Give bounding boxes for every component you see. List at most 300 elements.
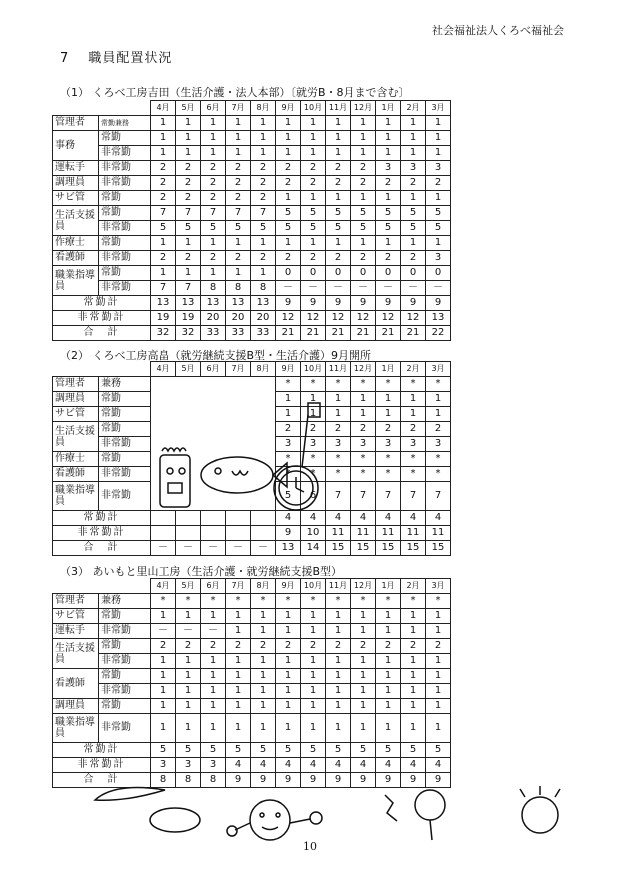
staff-count: 2: [301, 422, 326, 437]
staff-count: 1: [376, 699, 401, 714]
total-count: 9: [326, 296, 351, 311]
staff-count: 2: [151, 161, 176, 176]
row-category: 調理員: [53, 392, 99, 407]
total-label: 常勤計: [53, 296, 151, 311]
staff-count: －: [151, 624, 176, 639]
staff-count: 8: [226, 281, 251, 296]
staff-count: 2: [226, 639, 251, 654]
month-header: 8月: [251, 101, 276, 116]
total-label: 合 計: [53, 773, 151, 788]
employment-type: 非常勤: [99, 146, 151, 161]
row-category: 生活支援員: [53, 206, 99, 236]
employment-type: 非常勤: [99, 221, 151, 236]
total-count: 9: [276, 296, 301, 311]
staff-count: 1: [276, 407, 301, 422]
total-count: 15: [376, 541, 401, 556]
employment-type: 常勤: [99, 266, 151, 281]
staff-count: 1: [351, 669, 376, 684]
table1-title: （1） くろべ工房吉田（生活介護・法人本部）〔就労B・8月まで含む〕: [60, 86, 410, 99]
staff-count: 1: [276, 699, 301, 714]
row-category: 看護師: [53, 467, 99, 482]
staff-count: 1: [251, 654, 276, 669]
staff-count: 1: [351, 131, 376, 146]
total-count: 5: [426, 743, 451, 758]
staff-count: 1: [351, 146, 376, 161]
employment-type: 兼務: [99, 594, 151, 609]
staff-count: 1: [276, 654, 301, 669]
staff-count: 0: [326, 266, 351, 281]
table-row: [53, 161, 451, 176]
total-count: 10: [301, 526, 326, 541]
staff-count: －: [376, 281, 401, 296]
staff-count: 2: [376, 251, 401, 266]
staff-count: 1: [226, 116, 251, 131]
total-count: 11: [351, 526, 376, 541]
total-count: 5: [326, 743, 351, 758]
total-row: [53, 311, 451, 326]
total-count: 15: [401, 541, 426, 556]
staff-count: 1: [401, 669, 426, 684]
staff-count: 2: [301, 176, 326, 191]
table-row: [53, 624, 451, 639]
total-count: －: [226, 541, 251, 556]
row-category: サビ管: [53, 407, 99, 422]
row-category: 作療士: [53, 452, 99, 467]
staff-count: 1: [426, 116, 451, 131]
staff-count: 1: [401, 714, 426, 743]
month-header: 12月: [351, 101, 376, 116]
staff-count: *: [401, 377, 426, 392]
total-count: 21: [376, 326, 401, 341]
staff-count: 1: [301, 624, 326, 639]
total-count: 9: [276, 773, 301, 788]
table-row: [53, 146, 451, 161]
staff-count: 1: [251, 669, 276, 684]
total-count: 12: [376, 311, 401, 326]
row-category: 看護師: [53, 251, 99, 266]
employment-type: 常勤: [99, 452, 151, 467]
staff-count: －: [401, 281, 426, 296]
staff-count: 1: [376, 191, 401, 206]
staff-count: 1: [276, 624, 301, 639]
total-row: [53, 296, 451, 311]
total-count: 11: [376, 526, 401, 541]
staff-count: 1: [426, 392, 451, 407]
row-category: 管理者: [53, 377, 99, 392]
total-count: 4: [226, 758, 251, 773]
total-count: 20: [226, 311, 251, 326]
staff-count: 1: [401, 191, 426, 206]
staff-count: 1: [251, 131, 276, 146]
month-header: 6月: [201, 101, 226, 116]
table-row: [53, 609, 451, 624]
staff-count: 5: [376, 206, 401, 221]
total-label: 常勤計: [53, 743, 151, 758]
total-count: 3: [151, 758, 176, 773]
total-label: 非常勤計: [53, 311, 151, 326]
staff-count: 1: [401, 684, 426, 699]
staff-count: *: [351, 377, 376, 392]
table-row: [53, 176, 451, 191]
total-count: 12: [301, 311, 326, 326]
table-row: [53, 116, 451, 131]
total-count: [226, 526, 251, 541]
employment-type: 非常勤: [99, 281, 151, 296]
staff-count: 1: [176, 116, 201, 131]
staff-count: 1: [326, 191, 351, 206]
table-row: [53, 206, 451, 221]
total-count: 15: [426, 541, 451, 556]
staff-count: 0: [401, 266, 426, 281]
staff-count: －: [176, 624, 201, 639]
staff-count: 1: [276, 714, 301, 743]
staff-count: 1: [426, 654, 451, 669]
staff-count: 2: [376, 639, 401, 654]
staff-count: *: [376, 594, 401, 609]
staff-count: 2: [351, 176, 376, 191]
staff-count: 0: [301, 266, 326, 281]
staff-count: 5: [326, 221, 351, 236]
header-corner: [53, 101, 151, 116]
staff-count: 7: [251, 206, 276, 221]
staff-count: 5: [351, 221, 376, 236]
staff-count: *: [426, 452, 451, 467]
table-row: [53, 251, 451, 266]
employment-type: 非常勤: [99, 624, 151, 639]
table-row: [53, 191, 451, 206]
staff-count: 1: [351, 624, 376, 639]
staff-count: 1: [251, 116, 276, 131]
staff-count: 1: [401, 116, 426, 131]
total-count: 9: [276, 526, 301, 541]
staff-count: 7: [176, 206, 201, 221]
staff-count: 1: [176, 146, 201, 161]
staff-count: 2: [401, 639, 426, 654]
staff-count: 1: [226, 714, 251, 743]
total-count: 5: [276, 743, 301, 758]
total-count: 21: [326, 326, 351, 341]
staff-count: *: [301, 467, 326, 482]
total-count: 4: [401, 511, 426, 526]
total-count: 15: [351, 541, 376, 556]
header-corner: [53, 362, 151, 377]
staff-count: 1: [426, 669, 451, 684]
staff-count: 5: [301, 221, 326, 236]
staff-count: 1: [201, 684, 226, 699]
total-count: [151, 511, 176, 526]
staff-count: 1: [326, 699, 351, 714]
row-category: 調理員: [53, 176, 99, 191]
staff-count: 1: [251, 609, 276, 624]
staff-count: *: [426, 467, 451, 482]
staff-count: 1: [201, 236, 226, 251]
staff-count: *: [376, 452, 401, 467]
month-header: 11月: [326, 362, 351, 377]
staff-count: 7: [401, 482, 426, 511]
table-row: [53, 699, 451, 714]
month-header: 7月: [226, 101, 251, 116]
staff-count: 1: [201, 116, 226, 131]
staff-count: 1: [301, 684, 326, 699]
staff-count: 1: [251, 624, 276, 639]
staff-count: 1: [226, 146, 251, 161]
staff-count: *: [276, 452, 301, 467]
staff-count: *: [301, 594, 326, 609]
staff-table-aimoto: [52, 578, 451, 788]
total-label: 非常勤計: [53, 758, 151, 773]
total-count: 9: [226, 773, 251, 788]
total-count: 5: [401, 743, 426, 758]
row-category: 管理者: [53, 594, 99, 609]
total-label: 常勤計: [53, 511, 151, 526]
staff-count: 1: [251, 699, 276, 714]
staff-count: *: [376, 377, 401, 392]
header-corner: [53, 579, 151, 594]
staff-count: 5: [401, 206, 426, 221]
total-count: 4: [351, 758, 376, 773]
total-count: 4: [276, 758, 301, 773]
total-count: 8: [201, 773, 226, 788]
month-header: 9月: [276, 579, 301, 594]
total-count: 12: [401, 311, 426, 326]
total-count: 4: [376, 758, 401, 773]
staff-count: 2: [401, 251, 426, 266]
total-count: 4: [326, 758, 351, 773]
month-header: 8月: [251, 362, 276, 377]
table-row: [53, 654, 451, 669]
staff-count: 5: [276, 482, 301, 511]
staff-count: 1: [276, 609, 301, 624]
month-header: 4月: [151, 101, 176, 116]
staff-count: 1: [326, 684, 351, 699]
staff-count: 1: [201, 654, 226, 669]
staff-count: 1: [326, 146, 351, 161]
month-header: 1月: [376, 101, 401, 116]
row-category: 職業指導員: [53, 266, 99, 296]
total-count: 22: [426, 326, 451, 341]
staff-count: 2: [351, 639, 376, 654]
staff-count: *: [251, 594, 276, 609]
staff-count: 1: [276, 131, 301, 146]
month-header: 11月: [326, 101, 351, 116]
total-count: 4: [326, 511, 351, 526]
total-count: 33: [226, 326, 251, 341]
staff-count: 1: [276, 116, 301, 131]
table-row: [53, 684, 451, 699]
table-row: [53, 639, 451, 654]
total-count: 9: [401, 296, 426, 311]
total-count: 5: [201, 743, 226, 758]
staff-count: 2: [176, 176, 201, 191]
total-count: 12: [351, 311, 376, 326]
staff-count: 2: [151, 251, 176, 266]
staff-count: *: [326, 452, 351, 467]
staff-count: *: [276, 594, 301, 609]
staff-count: 1: [176, 684, 201, 699]
total-count: 13: [426, 311, 451, 326]
row-category: 看護師: [53, 669, 99, 699]
staff-count: －: [326, 281, 351, 296]
total-count: －: [176, 541, 201, 556]
staff-count: 1: [226, 669, 251, 684]
month-header: 10月: [301, 579, 326, 594]
staff-count: 1: [351, 407, 376, 422]
total-count: [251, 526, 276, 541]
staff-count: 2: [376, 422, 401, 437]
staff-count: 1: [301, 714, 326, 743]
total-count: 9: [351, 296, 376, 311]
staff-count: 2: [301, 639, 326, 654]
staff-count: *: [276, 377, 301, 392]
total-count: 5: [251, 743, 276, 758]
staff-count: 2: [151, 639, 176, 654]
staff-count: 5: [276, 206, 301, 221]
employment-type: 常勤: [99, 191, 151, 206]
staff-count: 1: [301, 609, 326, 624]
total-count: 9: [376, 296, 401, 311]
staff-count: 1: [401, 654, 426, 669]
table-header-row: [53, 362, 451, 377]
staff-count: 2: [376, 176, 401, 191]
staff-count: 1: [326, 624, 351, 639]
staff-table-yoshida: [52, 100, 451, 341]
row-category: 作療士: [53, 236, 99, 251]
row-category: 管理者: [53, 116, 99, 131]
total-count: 13: [226, 296, 251, 311]
row-category: 調理員: [53, 699, 99, 714]
total-count: －: [151, 541, 176, 556]
staff-count: 1: [401, 392, 426, 407]
total-row: [53, 511, 451, 526]
staff-count: 5: [201, 221, 226, 236]
staff-count: *: [351, 594, 376, 609]
employment-type: 非常勤: [99, 467, 151, 482]
month-header: 4月: [151, 579, 176, 594]
staff-count: 7: [351, 482, 376, 511]
staff-count: 1: [401, 146, 426, 161]
total-count: [251, 511, 276, 526]
staff-count: 1: [151, 684, 176, 699]
total-row: [53, 743, 451, 758]
staff-count: 1: [426, 624, 451, 639]
month-header: 12月: [351, 579, 376, 594]
staff-count: 1: [301, 191, 326, 206]
staff-count: 2: [426, 422, 451, 437]
row-category: 生活支援員: [53, 639, 99, 669]
staff-count: 5: [176, 221, 201, 236]
total-count: 5: [351, 743, 376, 758]
staff-count: 2: [301, 161, 326, 176]
staff-count: －: [426, 281, 451, 296]
staff-count: 1: [176, 669, 201, 684]
staff-count: 0: [351, 266, 376, 281]
total-count: 4: [301, 758, 326, 773]
total-count: －: [201, 541, 226, 556]
table-row: [53, 669, 451, 684]
total-count: 9: [326, 773, 351, 788]
total-count: 4: [276, 511, 301, 526]
row-category: 職業指導員: [53, 714, 99, 743]
staff-count: 1: [226, 654, 251, 669]
staff-count: 5: [426, 221, 451, 236]
month-header: 1月: [376, 362, 401, 377]
month-header: 3月: [426, 579, 451, 594]
staff-count: *: [226, 594, 251, 609]
total-count: 21: [276, 326, 301, 341]
staff-count: 1: [326, 714, 351, 743]
staff-count: 1: [176, 699, 201, 714]
staff-count: 1: [151, 266, 176, 281]
total-count: 14: [301, 541, 326, 556]
section-number: 7: [60, 51, 70, 66]
staff-count: 1: [176, 236, 201, 251]
staff-count: －: [201, 624, 226, 639]
staff-count: 1: [151, 699, 176, 714]
staff-count: 2: [351, 161, 376, 176]
table-row: [53, 594, 451, 609]
staff-count: 1: [426, 699, 451, 714]
staff-count: 1: [251, 684, 276, 699]
month-header: 10月: [301, 362, 326, 377]
total-count: 12: [276, 311, 301, 326]
staff-count: 1: [376, 714, 401, 743]
staff-count: 1: [376, 146, 401, 161]
page-number: 10: [303, 840, 317, 853]
employment-type: 非常勤: [99, 482, 151, 511]
total-count: 13: [151, 296, 176, 311]
month-header: 10月: [301, 101, 326, 116]
staff-count: 5: [251, 221, 276, 236]
staff-count: 2: [251, 639, 276, 654]
employment-type: 常勤: [99, 236, 151, 251]
total-count: 20: [251, 311, 276, 326]
total-count: 13: [201, 296, 226, 311]
total-count: 4: [426, 511, 451, 526]
staff-count: 1: [351, 191, 376, 206]
staff-count: 1: [201, 266, 226, 281]
staff-count: *: [351, 467, 376, 482]
staff-count: *: [376, 467, 401, 482]
table-row: [53, 236, 451, 251]
staff-table-takabatake: [52, 361, 451, 556]
staff-count: 1: [301, 392, 326, 407]
staff-count: 1: [376, 392, 401, 407]
staff-count: 2: [326, 176, 351, 191]
staff-count: 1: [301, 116, 326, 131]
month-header: 6月: [201, 362, 226, 377]
staff-count: 7: [326, 482, 351, 511]
staff-count: 2: [201, 191, 226, 206]
staff-count: 2: [351, 251, 376, 266]
organization-name: 社会福祉法人くろべ福祉会: [432, 24, 564, 37]
staff-count: 1: [301, 236, 326, 251]
month-header: 5月: [176, 101, 201, 116]
staff-count: 3: [301, 437, 326, 452]
staff-count: 1: [426, 146, 451, 161]
staff-count: 2: [276, 161, 301, 176]
total-count: 5: [301, 743, 326, 758]
staff-count: 5: [376, 221, 401, 236]
staff-count: 2: [226, 176, 251, 191]
month-header: 2月: [401, 579, 426, 594]
staff-count: 1: [226, 131, 251, 146]
staff-count: 1: [226, 609, 251, 624]
table-row: [53, 714, 451, 743]
staff-count: 1: [326, 609, 351, 624]
staff-count: 7: [376, 482, 401, 511]
staff-count: 1: [401, 609, 426, 624]
total-row: [53, 526, 451, 541]
